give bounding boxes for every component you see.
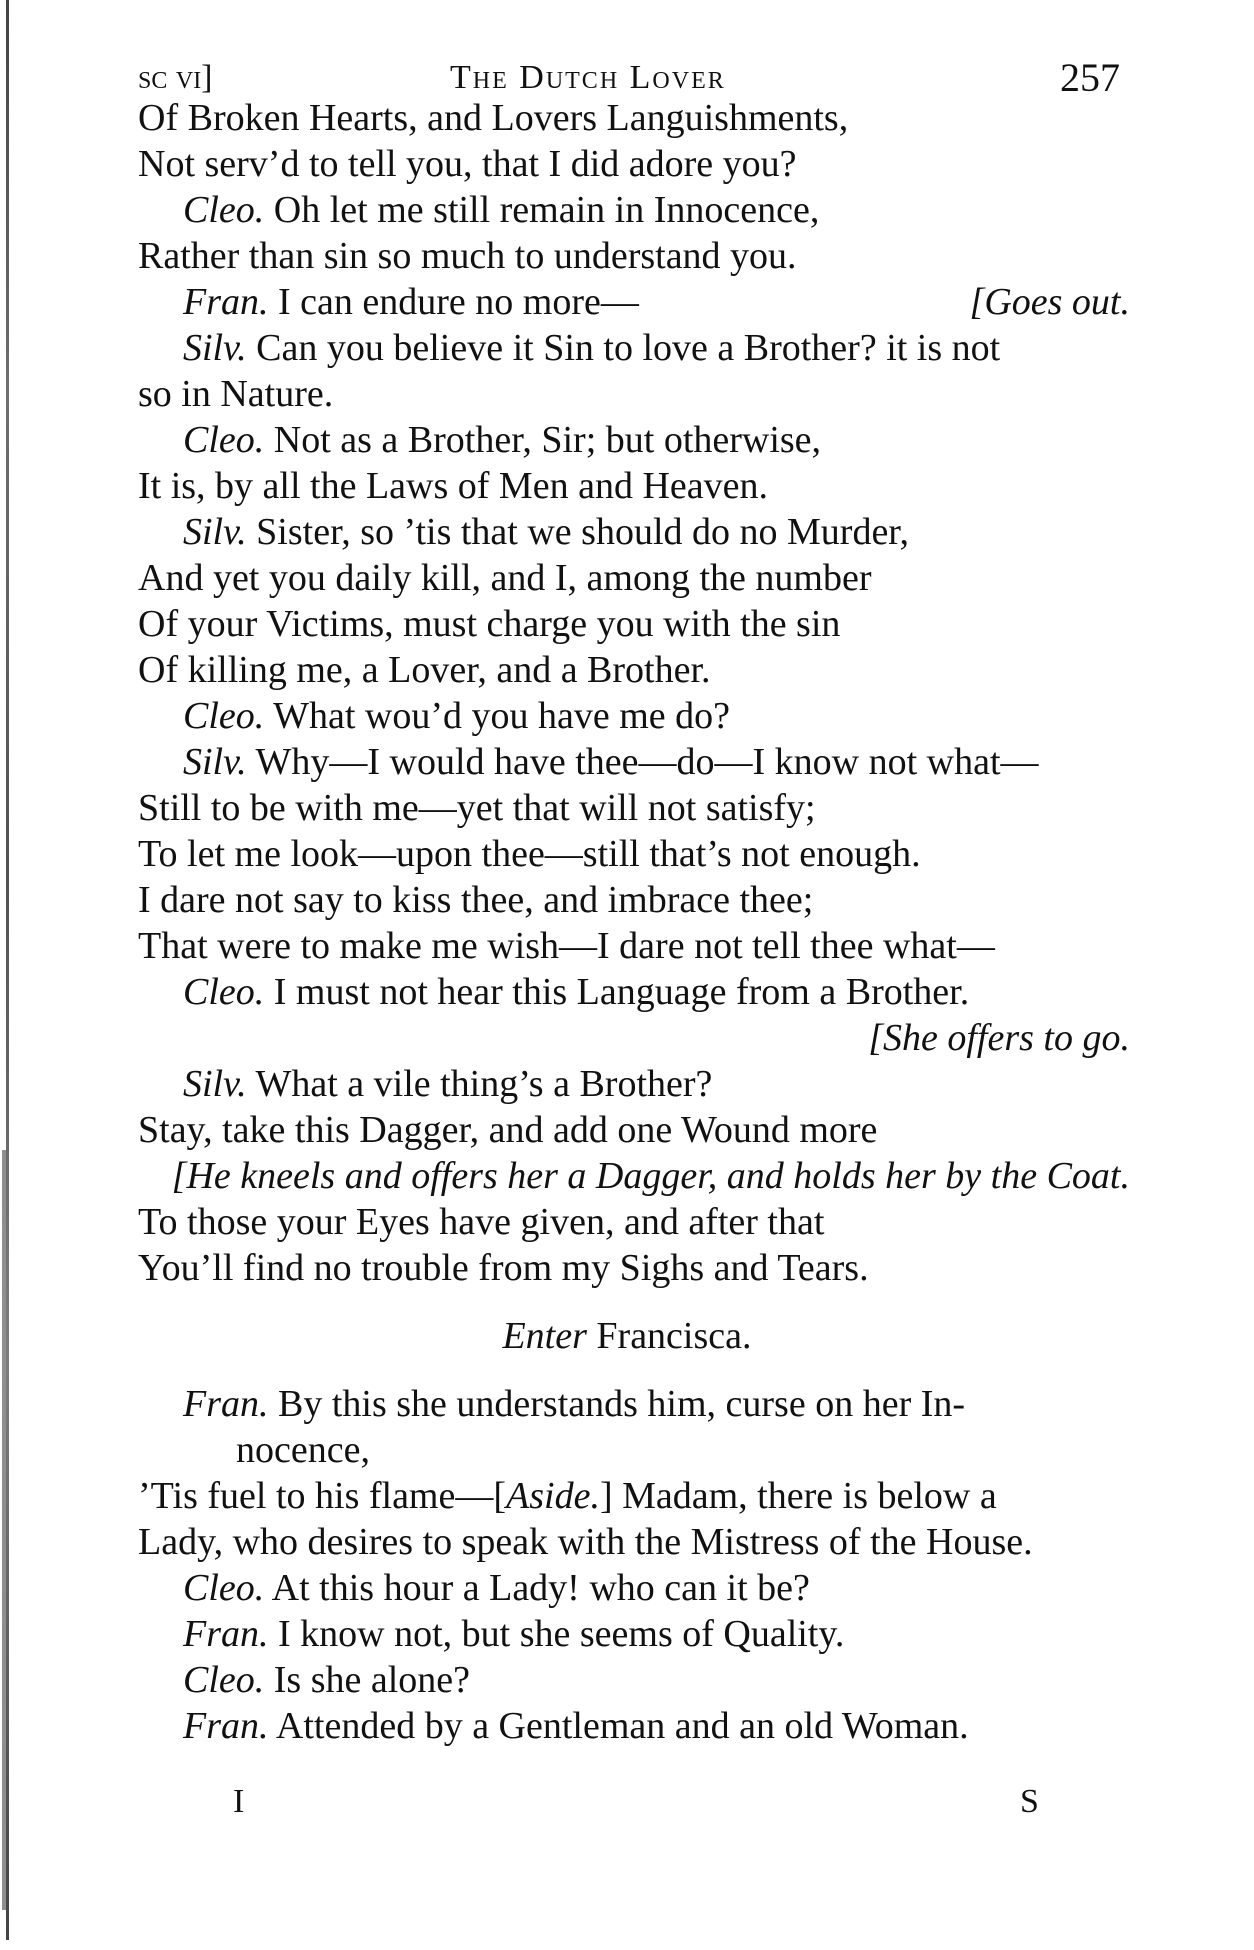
verse-line: Of killing me, a Lover, and a Brother.: [138, 649, 711, 691]
stage-direction: [Goes out.: [969, 281, 1130, 323]
speech-line: Silv. What a vile thing’s a Brother?: [183, 1063, 713, 1105]
verse-line: Rather than sin so much to understand you.: [138, 235, 797, 277]
verse-line: Still to be with me—yet that will not satisfy;: [138, 787, 816, 829]
page-edge-shadow: [6, 0, 9, 1940]
speech-line: Silv. Can you believe it Sin to love a Brother? it is not: [183, 327, 1001, 369]
verse-line: To let me look—upon thee—still that’s not enough.: [138, 833, 921, 875]
speaker-name: Cleo.: [183, 1567, 265, 1609]
speaker-name: Silv.: [183, 1063, 247, 1105]
speech-line: Silv. Why—I would have thee—do—I know not what—: [183, 741, 1039, 783]
stage-direction: [She offers to go.: [868, 1017, 1130, 1059]
speaker-name: Fran.: [183, 1383, 269, 1425]
prose-line: Lady, who desires to speak with the Mistress of the House.: [138, 1521, 1033, 1563]
verse-line: so in Nature.: [138, 373, 334, 415]
speech-line: Cleo. I must not hear this Language from a Brother.: [183, 971, 970, 1013]
aside-direction: Aside.: [506, 1475, 600, 1517]
speech-line: Cleo. Oh let me still remain in Innocence,: [183, 189, 820, 231]
speaker-name: Silv.: [183, 327, 247, 369]
page-edge-shadow-lower: [2, 1150, 6, 1910]
verse-line: And yet you daily kill, and I, among the number: [138, 557, 872, 599]
verse-line: Of Broken Hearts, and Lovers Languishments,: [138, 97, 849, 139]
speech-line: Cleo. Is she alone?: [183, 1659, 471, 1701]
speaker-name: Cleo.: [183, 695, 265, 737]
speech-line: Cleo. What wou’d you have me do?: [183, 695, 731, 737]
page-number: 257: [1060, 55, 1120, 100]
speech-line: Silv. Sister, so ’tis that we should do no Murder,: [183, 511, 909, 553]
signature-mark-left: I: [233, 1783, 245, 1820]
prose-line: ’Tis fuel to his flame—[Aside.] Madam, there is below a: [138, 1475, 997, 1517]
verse-line: You’ll find no trouble from my Sighs and Tears.: [138, 1247, 869, 1289]
running-title: The Dutch Lover: [450, 59, 726, 96]
scene-marker: sc vi]: [138, 59, 213, 96]
verse-line: Of your Victims, must charge you with the sin: [138, 603, 841, 645]
speaker-name: Fran.: [183, 1705, 269, 1747]
verse-line: Stay, take this Dagger, and add one Wound more: [138, 1109, 878, 1151]
stage-direction: [He kneels and offers her a Dagger, and holds her by the Coat.: [171, 1155, 1130, 1197]
verse-line: To those your Eyes have given, and after that: [138, 1201, 825, 1243]
speaker-name: Cleo.: [183, 189, 265, 231]
verse-line: Not serv’d to tell you, that I did adore you?: [138, 143, 797, 185]
speech-line: Cleo. Not as a Brother, Sir; but otherwise,: [183, 419, 822, 461]
verse-line: nocence,: [236, 1429, 370, 1471]
speech-line: Fran. I know not, but she seems of Quality.: [183, 1613, 845, 1655]
signature-mark-right: S: [1020, 1783, 1039, 1820]
speaker-name: Silv.: [183, 741, 247, 783]
speech-line: Fran. By this she understands him, curse on her In-: [183, 1383, 966, 1425]
speech-line: Fran. Attended by a Gentleman and an old Woman.: [183, 1705, 969, 1747]
speaker-name: Cleo.: [183, 419, 265, 461]
speaker-name: Fran.: [183, 281, 269, 323]
verse-line: I dare not say to kiss thee, and imbrace thee;: [138, 879, 814, 921]
entrance-direction: Enter Francisca.: [502, 1315, 752, 1357]
speaker-name: Fran.: [183, 1613, 269, 1655]
verse-line: That were to make me wish—I dare not tell thee what—: [138, 925, 995, 967]
speaker-name: Cleo.: [183, 971, 265, 1013]
speech-line: Cleo. At this hour a Lady! who can it be?: [183, 1567, 810, 1609]
speech-line: Fran. I can endure no more—: [183, 281, 639, 323]
speaker-name: Cleo.: [183, 1659, 265, 1701]
verse-line: It is, by all the Laws of Men and Heaven.: [138, 465, 768, 507]
speaker-name: Silv.: [183, 511, 247, 553]
